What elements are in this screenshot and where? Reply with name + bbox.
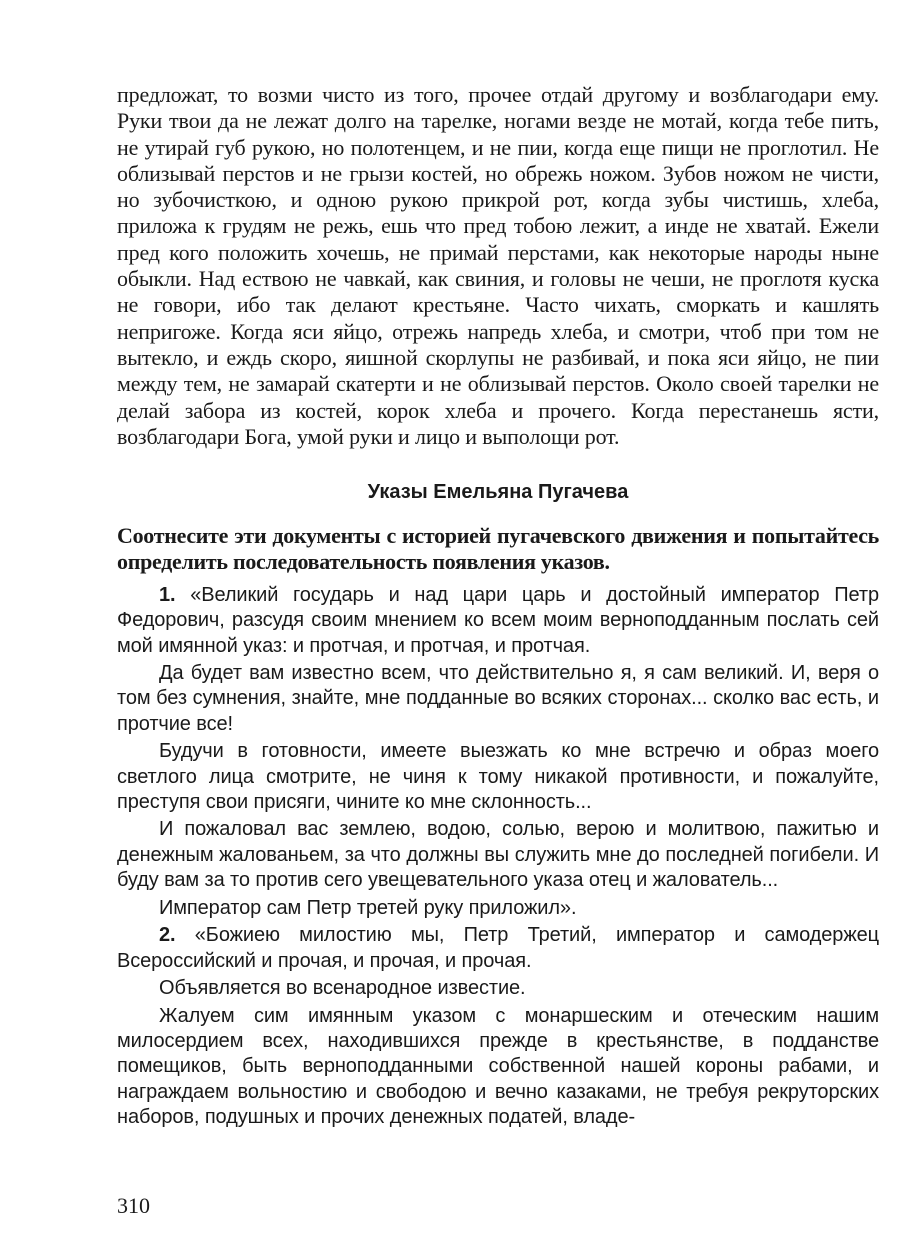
section-title: Указы Емельяна Пугачева	[367, 481, 629, 504]
intro-paragraph: предложат, то возми чисто из того, прочее отдай другому и возблагодари ему. Руки твои да не лежат долго на тарелке, ногами везде не мотай, когда тебе пить, не утирай губ рукою, но полотенцем, и не пии, когда еще пищи не проглотил. Не облизывай перстов и не грызи костей, но обрежь ножом. Зубов ножом не чисти, но зубочисткою, и одною рукою прикрой рот, когда зубы чистишь, хлеба, приложа к грудям не режь, ешь что пред тобою лежит, а инде не хватай. Ежели пред кого положить хочешь, не примай перстами, как некоторые народы ныне обыкли. Над ествою не чавкай, как свиния, и головы не чеши, не проглотя куска не говори, ибо так делают крестьяне. Часто чихать, сморкать и кашлять непригоже. Когда яси яйцо, отрежь напредь хлеба, и смотри, чтоб при том не вытекло, и еждь скоро, яишной скорлупы не разбивай, и пока яси яйцо, не пии между тем, не замарай скатерти и не облизывай перстов. Около своей тарелки не делай забора из костей, корок хлеба и прочего. Когда перестанешь ясти, возблагодари Бога, умой руки и лицо и выполощи рот.	[117, 82, 879, 449]
decree-text: «Божиею милостию мы, Петр Третий, император и самодержец Всероссийский и прочая, и прочая, и прочая.	[117, 924, 879, 972]
decree-paragraph	[117, 976, 879, 1001]
intro-section	[117, 82, 879, 450]
decree-text: «Великий государь и над цари царь и достойный император Петр Федорович, разсудя своим мнением ко всем моим верноподданным послать сей мой имянной указ: и протчая, и протчая, и протчая.	[117, 584, 879, 657]
decree-text: Объявляется во всенародное известие.	[159, 977, 526, 1000]
decree-paragraph	[117, 739, 879, 815]
decree-text: Жалуем сим имянным указом с монаршеским и отеческим нашим милосердием всех, находившихся прежде в крестьянстве, в подданстве помещиков, быть верноподданными собственной нашей короны рабами, и награждаем вольностию и свободою и вечно казаками, не требуя рекруторских наборов, подушных и прочих денежных податей, владе-	[117, 1004, 879, 1128]
decree-paragraph	[117, 896, 879, 921]
decree-text: Да будет вам известно всем, что действительно я, я сам великий. И, веря о том без сумнения, знайте, мне подданные во всяких сторонах... сколко вас есть, и протчие все!	[117, 662, 879, 735]
decree-text: И пожаловал вас землею, водою, солью, верою и молитвою, пажитью и денежным жалованьем, за что должны вы служить мне до последней погибели. И буду вам за то против сего увещевательного указа отец и жалователь...	[117, 818, 879, 891]
page-content	[117, 82, 879, 1130]
decree-paragraph	[117, 583, 879, 659]
decree-paragraph	[117, 817, 879, 893]
decree-paragraph	[117, 1004, 879, 1130]
decrees-section	[117, 583, 879, 1130]
decree-text: Император сам Петр третей руку приложил».	[159, 896, 577, 919]
decree-text: Будучи в готовности, имеете выезжать ко мне встречю и образ моего светлого лица смотрите, не чиня к тому никакой противности, и пожалуйте, преступя свои присяги, чините ко мне склонность...	[117, 740, 879, 813]
decree-paragraph	[117, 923, 879, 973]
decree-number: 1.	[159, 584, 176, 607]
decree-number: 2.	[159, 924, 176, 947]
page-number: 310	[117, 1193, 150, 1218]
task-instruction: Соотнесите эти документы с историей пугачевского движения и попытайтесь определить последовательность появления указов.	[117, 523, 879, 575]
decree-paragraph	[117, 661, 879, 737]
